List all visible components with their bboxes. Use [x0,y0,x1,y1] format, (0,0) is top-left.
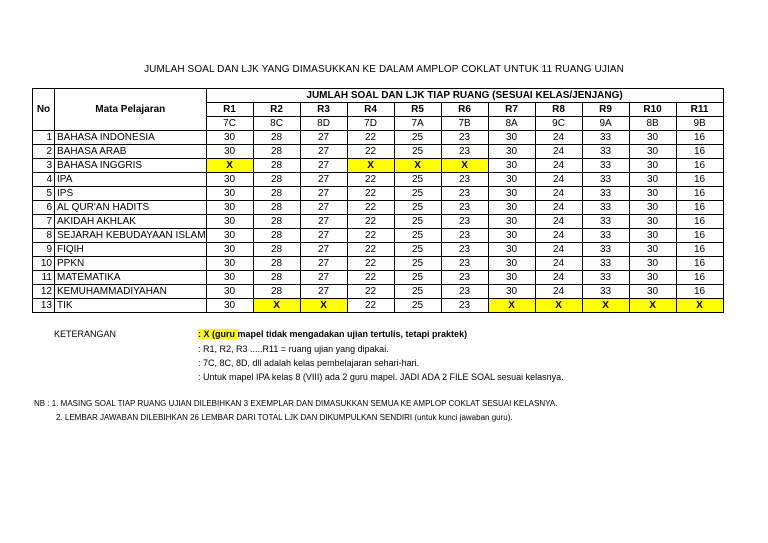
count-cell: 23 [441,243,488,257]
count-cell: 30 [488,243,535,257]
count-cell: 28 [253,201,300,215]
table-row [33,243,724,257]
no-exam-cell: X [629,299,676,313]
nb-line-2: 2. LEMBAR JAWABAN DILEBIHKAN 26 LEMBAR DARI TOTAL LJK DAN DIKUMPULKAN SENDIRI (untuk kunci jawaban guru). [56,413,513,422]
room-header: R1 [206,103,253,117]
count-cell: 24 [535,159,582,173]
count-cell: 33 [582,145,629,159]
count-cell: 25 [394,271,441,285]
table-row [33,299,724,313]
count-cell: 28 [253,131,300,145]
count-cell: 16 [676,243,723,257]
count-cell: 23 [441,201,488,215]
count-cell: 22 [347,257,394,271]
count-cell: 28 [253,215,300,229]
table-row [33,131,724,145]
count-cell: 33 [582,271,629,285]
no-exam-cell: X [441,159,488,173]
count-cell: 24 [535,201,582,215]
count-cell: 16 [676,229,723,243]
subject-cell: FIQIH [55,243,207,257]
count-cell: 24 [535,145,582,159]
count-cell: 30 [629,131,676,145]
exam-table [32,88,724,313]
count-cell: 27 [300,257,347,271]
class-header: 7C [206,117,253,131]
subject-cell: AKIDAH AKHLAK [55,215,207,229]
no-exam-cell: X [300,299,347,313]
room-header: R10 [629,103,676,117]
count-cell: 24 [535,285,582,299]
row-number: 4 [33,173,55,187]
count-cell: 30 [488,173,535,187]
count-cell: 16 [676,271,723,285]
count-cell: 28 [253,257,300,271]
count-cell: 23 [441,173,488,187]
header-row-group [33,89,724,103]
count-cell: 25 [394,299,441,313]
row-number: 13 [33,299,55,313]
no-exam-cell: X [676,299,723,313]
no-exam-cell: X [253,299,300,313]
count-cell: 28 [253,159,300,173]
count-cell: 27 [300,271,347,285]
count-cell: 23 [441,187,488,201]
header-no: No [33,89,55,131]
subject-cell: PPKN [55,257,207,271]
count-cell: 24 [535,257,582,271]
no-exam-cell: X [347,159,394,173]
class-header: 7B [441,117,488,131]
count-cell: 30 [488,271,535,285]
count-cell: 22 [347,271,394,285]
room-header: R5 [394,103,441,117]
count-cell: 30 [206,145,253,159]
note-line-1 [198,329,467,339]
count-cell: 22 [347,243,394,257]
row-number: 5 [33,187,55,201]
table-row [33,229,724,243]
count-cell: 22 [347,131,394,145]
count-cell: 27 [300,187,347,201]
table-row [33,215,724,229]
count-cell: 30 [206,187,253,201]
count-cell: 30 [488,145,535,159]
count-cell: 30 [629,257,676,271]
subject-cell: AL QUR'AN HADITS [55,201,207,215]
count-cell: 30 [629,159,676,173]
count-cell: 27 [300,173,347,187]
count-cell: 33 [582,215,629,229]
header-subject: Mata Pelajaran [55,89,207,131]
count-cell: 23 [441,215,488,229]
count-cell: 16 [676,257,723,271]
count-cell: 16 [676,285,723,299]
count-cell: 25 [394,243,441,257]
subject-cell: BAHASA ARAB [55,145,207,159]
page-title: JUMLAH SOAL DAN LJK YANG DIMASUKKAN KE DALAM AMPLOP COKLAT UNTUK 11 RUANG UJIAN [144,64,624,75]
count-cell: 22 [347,201,394,215]
count-cell: 33 [582,201,629,215]
subject-cell: KEMUHAMMADIYAHAN [55,285,207,299]
count-cell: 30 [629,229,676,243]
class-header: 8C [253,117,300,131]
count-cell: 30 [488,201,535,215]
subject-cell: BAHASA INGGRIS [55,159,207,173]
note-line-1-rest: mapel tidak mengadakan ujian tertulis, tetapi praktek) [237,329,468,339]
count-cell: 25 [394,229,441,243]
count-cell: 24 [535,215,582,229]
count-cell: 28 [253,271,300,285]
count-cell: 30 [206,285,253,299]
table-row [33,159,724,173]
class-header: 8B [629,117,676,131]
notes-label: KETERANGAN [54,329,117,339]
count-cell: 28 [253,229,300,243]
count-cell: 33 [582,159,629,173]
count-cell: 22 [347,285,394,299]
count-cell: 22 [347,145,394,159]
no-exam-cell: X [488,299,535,313]
count-cell: 27 [300,229,347,243]
count-cell: 16 [676,187,723,201]
count-cell: 16 [676,159,723,173]
count-cell: 22 [347,173,394,187]
count-cell: 25 [394,257,441,271]
row-number: 9 [33,243,55,257]
subject-cell: IPS [55,187,207,201]
count-cell: 30 [629,173,676,187]
count-cell: 30 [206,131,253,145]
count-cell: 27 [300,243,347,257]
class-header: 9C [535,117,582,131]
count-cell: 30 [206,299,253,313]
count-cell: 28 [253,187,300,201]
count-cell: 25 [394,145,441,159]
count-cell: 25 [394,215,441,229]
note-line-3: : 7C, 8C, 8D, dll adalah kelas pembelajaran sehari-hari. [198,358,420,368]
row-number: 7 [33,215,55,229]
count-cell: 33 [582,285,629,299]
row-number: 3 [33,159,55,173]
count-cell: 30 [629,201,676,215]
room-header: R7 [488,103,535,117]
count-cell: 22 [347,215,394,229]
count-cell: 27 [300,215,347,229]
count-cell: 33 [582,257,629,271]
room-header: R2 [253,103,300,117]
count-cell: 30 [488,187,535,201]
table-row [33,285,724,299]
count-cell: 30 [206,201,253,215]
count-cell: 24 [535,131,582,145]
count-cell: 30 [488,131,535,145]
subject-cell: BAHASA INDONESIA [55,131,207,145]
count-cell: 16 [676,145,723,159]
room-header: R6 [441,103,488,117]
table-row [33,145,724,159]
count-cell: 25 [394,201,441,215]
count-cell: 16 [676,173,723,187]
count-cell: 30 [629,215,676,229]
count-cell: 27 [300,131,347,145]
count-cell: 25 [394,187,441,201]
count-cell: 23 [441,229,488,243]
table-row [33,173,724,187]
count-cell: 30 [629,187,676,201]
count-cell: 28 [253,243,300,257]
count-cell: 28 [253,145,300,159]
count-cell: 30 [206,173,253,187]
count-cell: 24 [535,271,582,285]
count-cell: 16 [676,201,723,215]
count-cell: 25 [394,131,441,145]
row-number: 8 [33,229,55,243]
class-header: 7D [347,117,394,131]
no-exam-cell: X [535,299,582,313]
count-cell: 28 [253,173,300,187]
count-cell: 30 [629,145,676,159]
table-row [33,271,724,285]
count-cell: 30 [488,159,535,173]
room-header: R4 [347,103,394,117]
count-cell: 30 [206,271,253,285]
table-row [33,187,724,201]
count-cell: 30 [488,229,535,243]
note-line-1-highlight: : X (guru [198,329,238,339]
count-cell: 23 [441,145,488,159]
count-cell: 16 [676,215,723,229]
count-cell: 30 [206,229,253,243]
class-header: 7A [394,117,441,131]
count-cell: 23 [441,257,488,271]
row-number: 2 [33,145,55,159]
note-line-4: : Untuk mapel IPA kelas 8 (VIII) ada 2 guru mapel. JADI ADA 2 FILE SOAL sesuai kelasnya. [198,372,564,382]
count-cell: 30 [488,257,535,271]
count-cell: 30 [629,271,676,285]
count-cell: 22 [347,229,394,243]
count-cell: 27 [300,145,347,159]
class-header: 8D [300,117,347,131]
table-row [33,201,724,215]
count-cell: 33 [582,173,629,187]
nb-line-1: NB : 1. MASING SOAL TIAP RUANG UJIAN DILEBIHKAN 3 EXEMPLAR DAN DIMASUKKAN SEMUA KE AMPLOP COKLAT SESUAI KELASNYA. [34,399,558,408]
row-number: 11 [33,271,55,285]
count-cell: 33 [582,187,629,201]
count-cell: 30 [488,285,535,299]
count-cell: 30 [629,285,676,299]
subject-cell: TIK [55,299,207,313]
row-number: 12 [33,285,55,299]
count-cell: 16 [676,131,723,145]
row-number: 10 [33,257,55,271]
count-cell: 24 [535,187,582,201]
count-cell: 24 [535,243,582,257]
count-cell: 24 [535,173,582,187]
count-cell: 23 [441,299,488,313]
room-header: R8 [535,103,582,117]
subject-cell: IPA [55,173,207,187]
row-number: 1 [33,131,55,145]
count-cell: 23 [441,271,488,285]
room-header: R3 [300,103,347,117]
count-cell: 24 [535,229,582,243]
count-cell: 30 [206,243,253,257]
count-cell: 30 [206,257,253,271]
count-cell: 23 [441,131,488,145]
class-header: 9B [676,117,723,131]
count-cell: 30 [629,243,676,257]
class-header: 9A [582,117,629,131]
row-number: 6 [33,201,55,215]
count-cell: 30 [206,215,253,229]
count-cell: 25 [394,285,441,299]
count-cell: 25 [394,173,441,187]
count-cell: 27 [300,201,347,215]
subject-cell: SEJARAH KEBUDAYAAN ISLAM [55,229,207,243]
note-line-2: : R1, R2, R3 .....R11 = ruang ujian yang dipakai. [198,344,389,354]
count-cell: 22 [347,299,394,313]
count-cell: 33 [582,131,629,145]
no-exam-cell: X [582,299,629,313]
no-exam-cell: X [206,159,253,173]
count-cell: 28 [253,285,300,299]
count-cell: 33 [582,229,629,243]
count-cell: 30 [488,215,535,229]
table-row [33,257,724,271]
count-cell: 27 [300,285,347,299]
no-exam-cell: X [394,159,441,173]
room-header: R9 [582,103,629,117]
subject-cell: MATEMATIKA [55,271,207,285]
count-cell: 27 [300,159,347,173]
header-group: JUMLAH SOAL DAN LJK TIAP RUANG (SESUAI KELAS/JENJANG) [206,89,723,103]
count-cell: 23 [441,285,488,299]
count-cell: 22 [347,187,394,201]
room-header: R11 [676,103,723,117]
count-cell: 33 [582,243,629,257]
class-header: 8A [488,117,535,131]
